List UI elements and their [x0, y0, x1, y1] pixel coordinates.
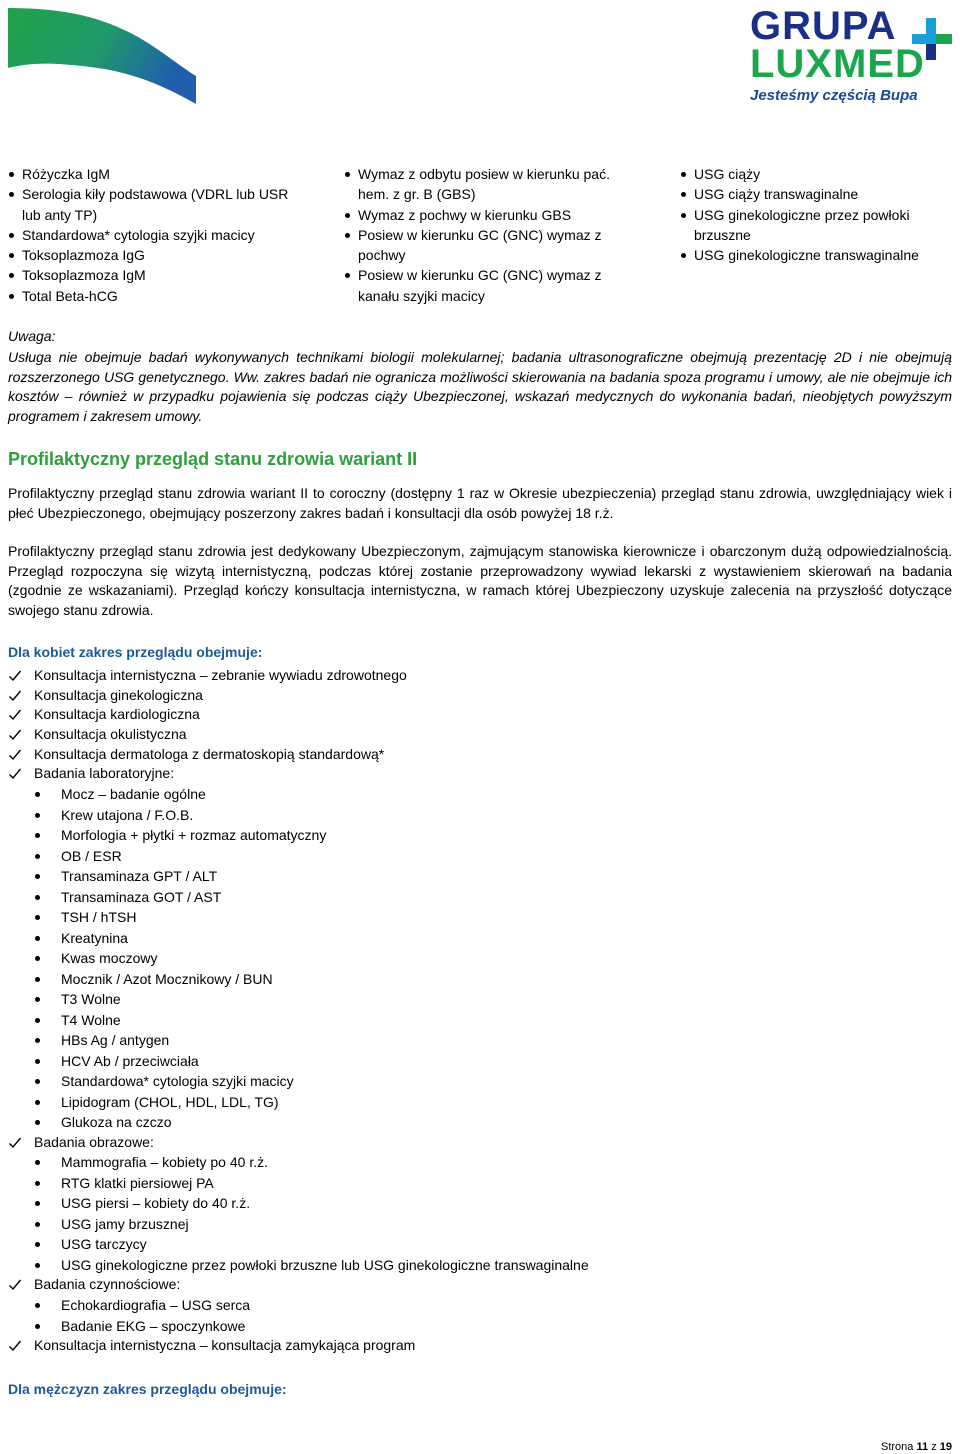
check-list-item: [8, 745, 948, 765]
sub-list-label: Mocznik / Azot Mocznikowy / BUN: [61, 970, 273, 987]
bullet-icon: [35, 1059, 40, 1064]
sub-list-item: [8, 1051, 948, 1072]
check-list-item: [8, 686, 948, 706]
checkmark-icon: [8, 1339, 22, 1353]
bullet-icon: [35, 792, 40, 797]
sub-list-label: T4 Wolne: [61, 1011, 121, 1028]
check-list-label: Konsultacja ginekologiczna: [34, 686, 203, 703]
bullet-icon: [35, 1303, 40, 1308]
bullet-icon: [35, 1181, 40, 1186]
grupa-luxmed-logo: [748, 4, 956, 104]
list-item: USG ginekologiczne transwaginalne: [680, 245, 955, 265]
sub-list-item: [8, 1316, 948, 1337]
sub-list-item: [8, 1173, 948, 1194]
section-title: Profilaktyczny przegląd stanu zdrowia wariant II: [8, 449, 418, 469]
bullet-icon: [35, 997, 40, 1002]
list-item: USG ginekologiczne przez powłoki brzuszne: [680, 205, 955, 246]
sub-list-item: [8, 1152, 948, 1173]
sub-list-item: [8, 1234, 948, 1255]
check-list-label: Konsultacja kardiologiczna: [34, 706, 200, 723]
women-checklist: [8, 666, 948, 1356]
section-paragraph-2: Profilaktyczny przegląd stanu zdrowia jest dedykowany Ubezpieczonym, zajmującym stanowiska kierownicze i obarczonym dużą odpowiedzialnością. Przegląd rozpoczyna się wizytą internistyczną, podczas której zostanie przeprowadzony wywiad lekarski z wystawieniem skierowań na badania (zgodnie ze wskazaniami). Przegląd kończy konsultacja internistyczna, w ramach której Ubezpieczony uzyskuje zalecenia na przyszłość dotyczące swojego stanu zdrowia.: [8, 543, 952, 618]
sub-list-label: Standardowa* cytologia szyjki macicy: [61, 1073, 294, 1090]
sub-list-item: [8, 989, 948, 1010]
bullet-icon: [35, 1018, 40, 1023]
sub-list-label: Kwas moczowy: [61, 950, 158, 967]
list-item: Posiew w kierunku GC (GNC) wymaz z kanału szyjki macicy: [344, 265, 634, 306]
luxmed-wave-logo-icon: [8, 8, 198, 104]
sub-list-label: TSH / hTSH: [61, 909, 137, 926]
check-list-label: Konsultacja internistyczna – zebranie wywiadu zdrowotnego: [34, 667, 407, 683]
luxmed-cross-icon: [910, 14, 956, 74]
bullet-icon: [35, 833, 40, 838]
sub-list-label: USG piersi – kobiety do 40 r.ż.: [61, 1195, 251, 1212]
bullet-icon: [35, 1242, 40, 1247]
bullet-icon: [35, 1120, 40, 1125]
sub-list-item: [8, 846, 948, 867]
bullet-column-1: [8, 164, 298, 306]
checkmark-icon: [8, 689, 22, 703]
bullet-icon: [35, 915, 40, 920]
sub-list-item: [8, 948, 948, 969]
sub-list-label: T3 Wolne: [61, 991, 121, 1008]
sub-list-item: [8, 928, 948, 949]
check-list-item: [8, 1275, 948, 1295]
bullet-icon: [35, 1079, 40, 1084]
page-number: [881, 1441, 952, 1453]
bullet-icon: [35, 1201, 40, 1206]
check-list-item: [8, 725, 948, 745]
bullet-icon: [35, 1263, 40, 1268]
check-list-item: [8, 1133, 948, 1153]
note-text: Usługa nie obejmuje badań wykonywanych technikami biologii molekularnej; badania ultrasonograficzne obejmują prezentację 2D i nie obejmują rozszerzonego USG genetycznego. Ww. zakres badań nie ogranicza możliwości skierowania na badania spoza programu i umowy, ale nie obejmuje ich kosztów – również w przypadku pojawienia się podczas ciąży Ubezpieczonej, wskazań medycznych do wykonania badań, nieobjętych powyższym programem i zakresem umowy.: [8, 349, 952, 424]
bullet-icon: [35, 895, 40, 900]
women-scope-title: Dla kobiet zakres przeglądu obejmuje:: [8, 644, 263, 660]
sub-list-item: [8, 1030, 948, 1051]
check-list-label: Konsultacja dermatologa z dermatoskopią standardową*: [34, 745, 385, 762]
sub-list-label: Morfologia + płytki + rozmaz automatyczny: [61, 827, 327, 844]
bullet-icon: [35, 956, 40, 961]
checkmark-icon: [8, 1136, 22, 1150]
list-item: USG ciąży transwaginalne: [680, 184, 955, 204]
bullet-column-2: [344, 164, 634, 306]
sub-list-item: [8, 1071, 948, 1092]
sub-list-label: Badanie EKG – spoczynkowe: [61, 1317, 246, 1334]
list-item: Toksoplazmoza IgG: [8, 245, 298, 265]
checkmark-icon: [8, 728, 22, 742]
list-item: Wymaz z odbytu posiew w kierunku pać. hem. z gr. B (GBS): [344, 164, 634, 205]
list-item: USG ciąży: [680, 164, 955, 184]
sub-list-label: Transaminaza GOT / AST: [61, 888, 222, 905]
checkmark-icon: [8, 767, 22, 781]
checkmark-icon: [8, 669, 22, 683]
checkmark-icon: [8, 1278, 22, 1292]
bullet-icon: [35, 1222, 40, 1227]
sub-list-label: OB / ESR: [61, 847, 122, 864]
check-list-label: Badania obrazowe:: [34, 1133, 154, 1150]
bullet-icon: [35, 1160, 40, 1165]
logo-tagline: Jesteśmy częścią Bupa: [750, 87, 918, 104]
sub-list-label: Transaminaza GPT / ALT: [61, 868, 218, 885]
sub-list-item: [8, 805, 948, 826]
page-current: 11: [916, 1441, 929, 1453]
list-item: Różyczka IgM: [8, 164, 298, 184]
sub-list-item: [8, 825, 948, 846]
sub-list-label: HBs Ag / antygen: [61, 1032, 170, 1049]
list-item: Toksoplazmoza IgM: [8, 265, 298, 285]
check-list-label: Badania laboratoryjne:: [34, 765, 175, 782]
sub-list-item: [8, 907, 948, 928]
sub-list-item: [8, 784, 948, 805]
sub-list-item: [8, 1112, 948, 1133]
list-item: Total Beta-hCG: [8, 286, 298, 306]
checkmark-icon: [8, 748, 22, 762]
check-list-item: [8, 705, 948, 725]
page-total: 19: [939, 1441, 952, 1453]
check-list-label: Badania czynnościowe:: [34, 1276, 181, 1293]
bullet-icon: [35, 874, 40, 879]
logo-word-luxmed: LUXMED: [750, 42, 925, 86]
page-sep: z: [931, 1441, 937, 1453]
sub-list-label: Lipidogram (CHOL, HDL, LDL, TG): [61, 1093, 279, 1110]
checkmark-icon: [8, 708, 22, 722]
check-list-label: Konsultacja okulistyczna: [34, 726, 187, 743]
sub-list-label: HCV Ab / przeciwciała: [61, 1052, 199, 1069]
sub-list-item: [8, 866, 948, 887]
sub-list-item: [8, 1193, 948, 1214]
bullet-icon: [35, 854, 40, 859]
men-scope-title: Dla mężczyzn zakres przeglądu obejmuje:: [8, 1381, 287, 1397]
sub-list-item: [8, 1295, 948, 1316]
sub-list-item: [8, 1010, 948, 1031]
sub-list-label: Kreatynina: [61, 929, 128, 946]
list-item: Wymaz z pochwy w kierunku GBS: [344, 205, 634, 225]
sub-list-label: Mocz – badanie ogólne: [61, 786, 206, 803]
list-item: Serologia kiły podstawowa (VDRL lub USR lub anty TP): [8, 184, 298, 225]
check-list-item: [8, 666, 948, 686]
check-list-item: [8, 764, 948, 784]
sub-list-label: RTG klatki piersiowej PA: [61, 1174, 214, 1191]
list-item: Standardowa* cytologia szyjki macicy: [8, 225, 298, 245]
bullet-icon: [35, 936, 40, 941]
check-list-item: [8, 1336, 948, 1356]
sub-list-label: USG jamy brzusznej: [61, 1215, 189, 1232]
sub-list-label: USG tarczycy: [61, 1236, 147, 1253]
sub-list-item: [8, 1092, 948, 1113]
sub-list-item: [8, 1214, 948, 1235]
sub-list-label: Glukoza na czczo: [61, 1114, 172, 1131]
check-list-label: Konsultacja internistyczna – konsultacja zamykająca program: [34, 1337, 416, 1353]
sub-list-item: [8, 1255, 948, 1276]
logo-word-grupa: GRUPA: [750, 4, 897, 48]
sub-list-item: [8, 887, 948, 908]
bullet-icon: [35, 977, 40, 982]
sub-list-label: Mammografia – kobiety po 40 r.ż.: [61, 1154, 268, 1171]
sub-list-item: [8, 969, 948, 990]
bullet-icon: [35, 1038, 40, 1043]
bullet-icon: [35, 1100, 40, 1105]
bullet-icon: [35, 1324, 40, 1329]
sub-list-label: Echokardiografia – USG serca: [61, 1297, 251, 1313]
bullet-icon: [35, 813, 40, 818]
section-paragraph-1: Profilaktyczny przegląd stanu zdrowia wariant II to coroczny (dostępny 1 raz w Okresie ubezpieczenia) przegląd stanu zdrowia, uwzględniający wiek i płeć Ubezpieczonego, obejmujący poszerzony zakres badań i konsultacji dla osób powyżej 18 r.ż.: [8, 485, 952, 521]
note-title: Uwaga:: [8, 328, 56, 344]
page-prefix: Strona: [881, 1441, 914, 1453]
sub-list-label: USG ginekologiczne przez powłoki brzuszne lub USG ginekologiczne transwaginalne: [61, 1256, 589, 1273]
sub-list-label: Krew utajona / F.O.B.: [61, 806, 194, 823]
bullet-column-3: [680, 164, 955, 265]
list-item: Posiew w kierunku GC (GNC) wymaz z pochwy: [344, 225, 634, 266]
